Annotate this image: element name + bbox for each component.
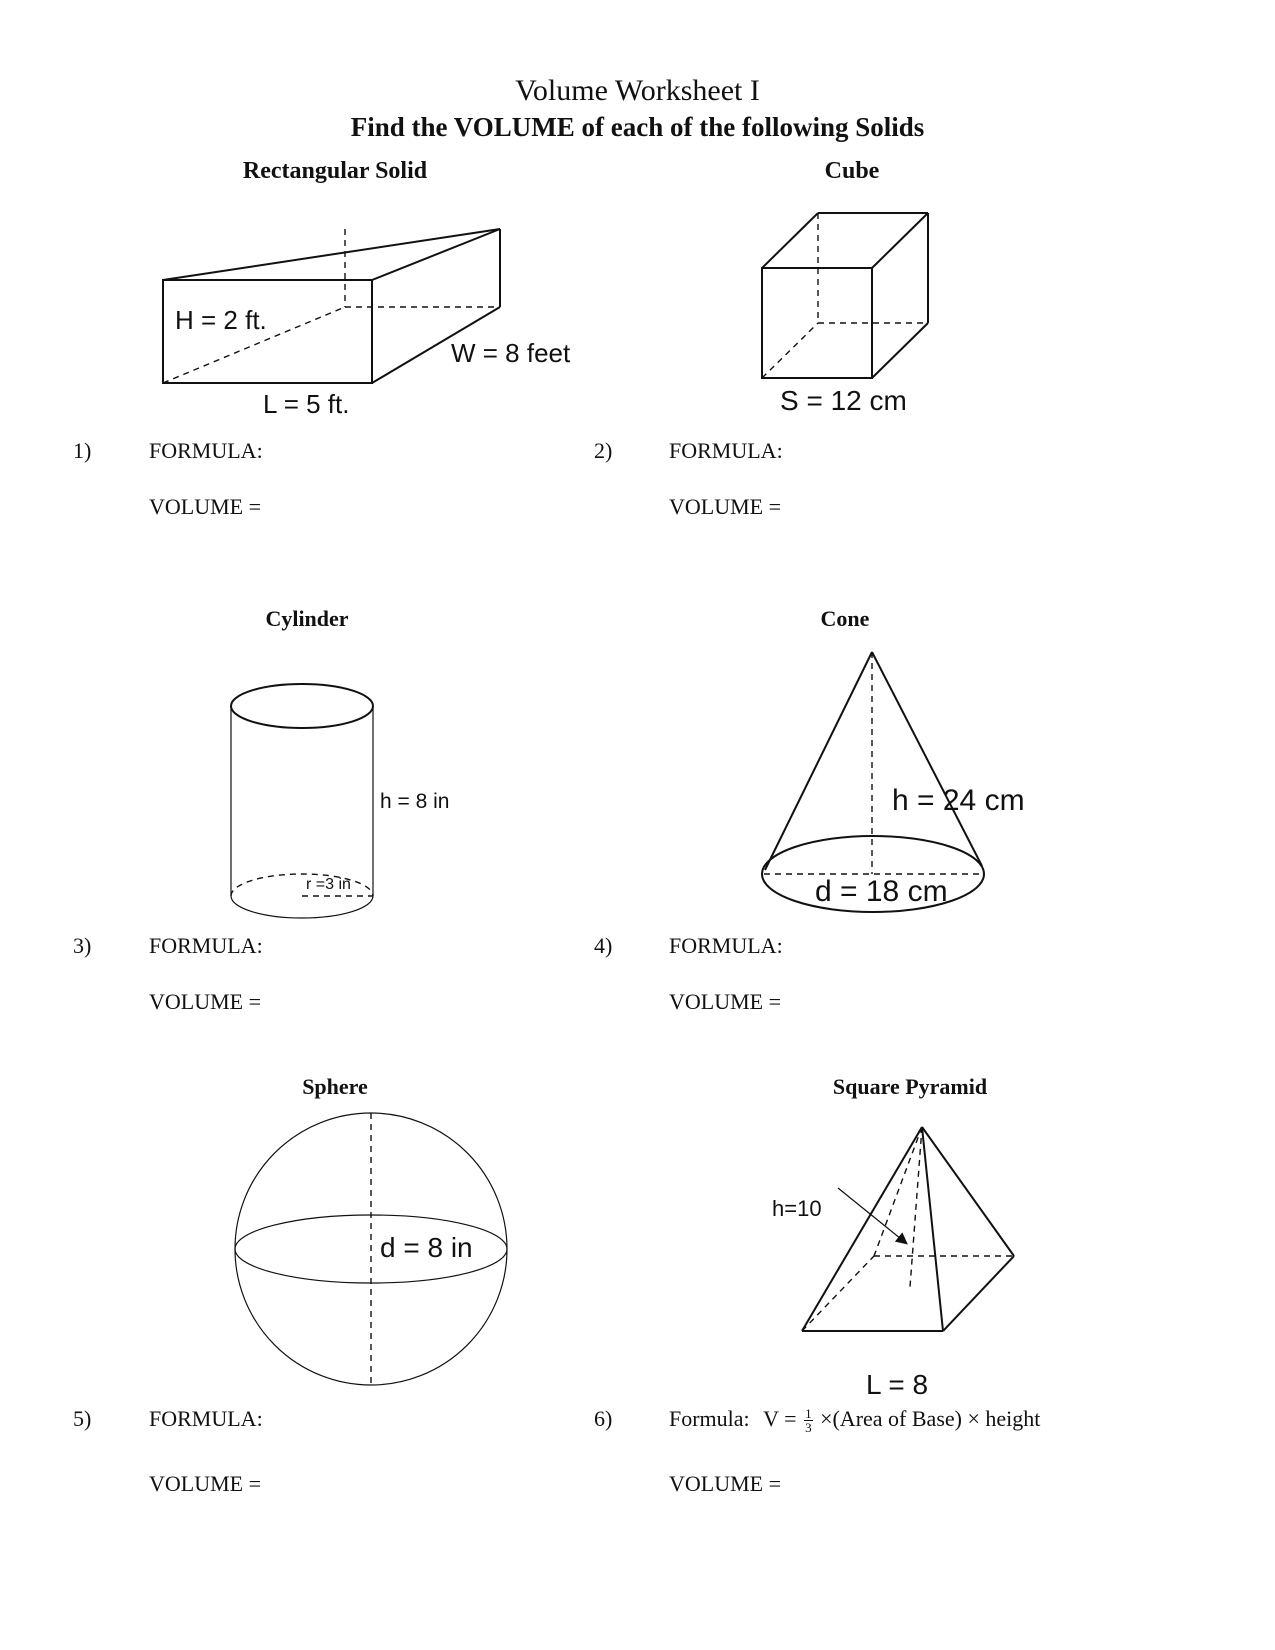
page-title: Volume Worksheet I: [515, 74, 760, 107]
volume-label-3: VOLUME =: [149, 989, 262, 1014]
fraction-denominator: 3: [805, 1420, 812, 1436]
pyramid-height-label: h=10: [772, 1196, 822, 1221]
formula-label-5: FORMULA:: [149, 1406, 263, 1431]
pyramid-length-label: L = 8: [866, 1369, 929, 1400]
sphere-diameter-label: d = 8 in: [380, 1232, 473, 1263]
cone-height-label: h = 24 cm: [892, 784, 1025, 817]
one-third-fraction: [804, 1407, 813, 1434]
formula-prefix-6: V =: [763, 1406, 797, 1431]
cylinder-height-label: h = 8 in: [380, 790, 450, 813]
volume-label-4: VOLUME =: [669, 989, 782, 1014]
fraction-numerator: 1: [805, 1406, 812, 1422]
formula-label-6: Formula:: [669, 1406, 750, 1431]
problem-number-5: 5): [73, 1406, 92, 1431]
volume-label-5: VOLUME =: [149, 1471, 262, 1496]
problem-number-6: 6): [594, 1406, 613, 1431]
volume-label-6: VOLUME =: [669, 1471, 782, 1496]
problem-number-4: 4): [594, 933, 613, 958]
volume-label-1: VOLUME =: [149, 494, 262, 519]
rect-width-label: W = 8 feet: [451, 338, 571, 368]
square-pyramid-drawing: [802, 1127, 1014, 1331]
formula-label-3: FORMULA:: [149, 933, 263, 958]
formula-label-2: FORMULA:: [669, 438, 783, 463]
problem-number-2: 2): [594, 438, 613, 463]
shape-title-cylinder: Cylinder: [265, 606, 349, 631]
cube-side-label: S = 12 cm: [780, 385, 907, 416]
problem-number-3: 3): [73, 933, 92, 958]
page-subtitle: Find the VOLUME of each of the following Solids: [350, 112, 925, 142]
shape-title-cube: Cube: [824, 158, 880, 184]
cylinder-radius-label: r =3 in: [306, 876, 351, 893]
shape-title-cone: Cone: [820, 606, 870, 631]
volume-label-2: VOLUME =: [669, 494, 782, 519]
formula-label-1: FORMULA:: [149, 438, 263, 463]
formula-suffix-6: ×(Area of Base) × height: [820, 1406, 1041, 1431]
shape-title-square-pyramid: Square Pyramid: [832, 1074, 988, 1099]
rect-height-label: H = 2 ft.: [175, 305, 267, 335]
shape-title-sphere: Sphere: [302, 1074, 368, 1099]
cone-diameter-label: d = 18 cm: [815, 875, 948, 908]
shape-title-rectangular-solid: Rectangular Solid: [242, 158, 428, 184]
formula-6: [669, 1406, 1040, 1434]
problem-number-1: 1): [73, 438, 92, 463]
rect-length-label: L = 5 ft.: [263, 389, 350, 419]
formula-label-4: FORMULA:: [669, 933, 783, 958]
